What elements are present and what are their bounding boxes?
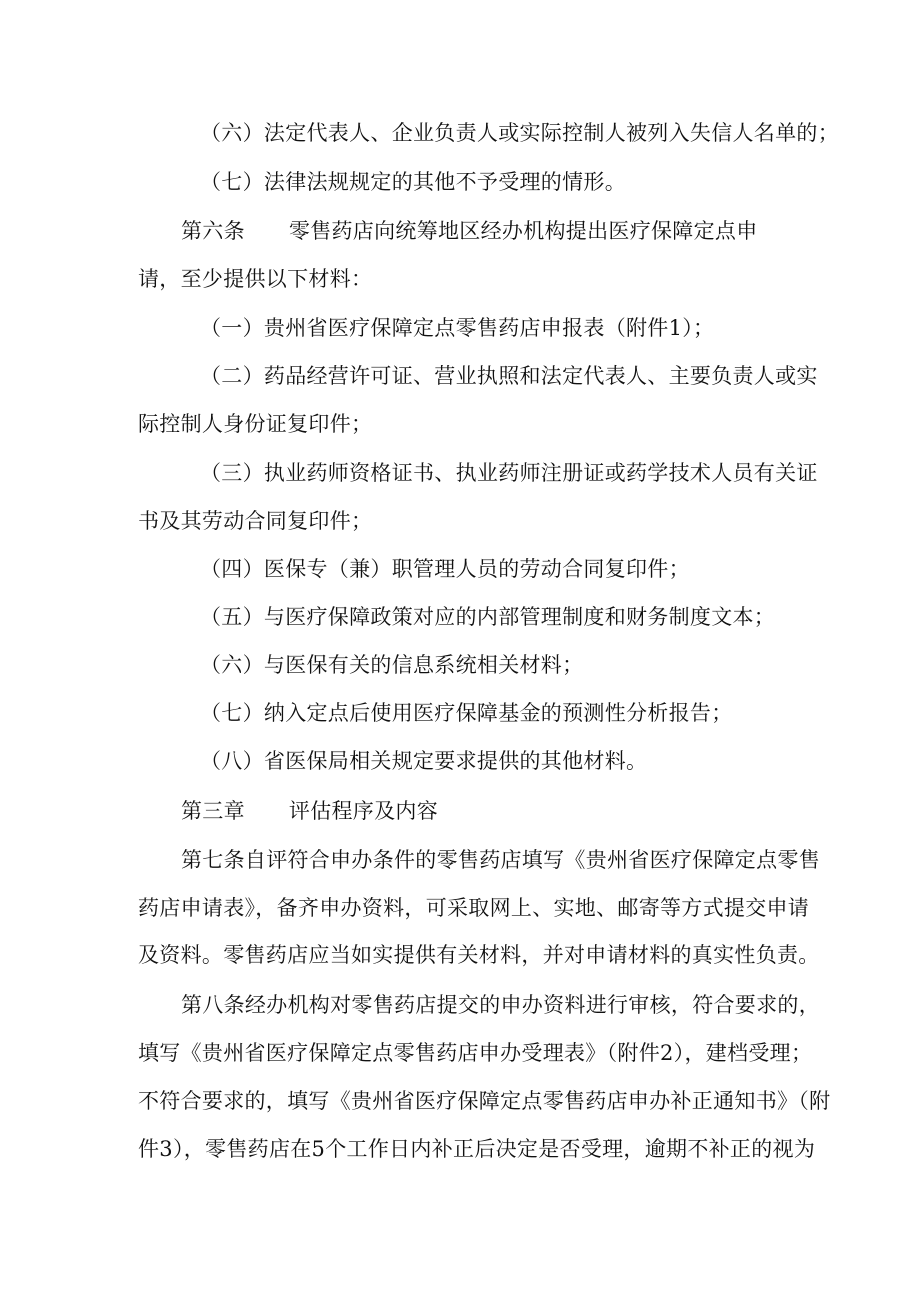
- list-item-continuation: 际控制人身份证复印件；: [138, 412, 373, 436]
- list-item: （八）省医保局相关规定要求提供的其他材料。: [200, 749, 648, 773]
- paragraph-line: （六）法定代表人、企业负责人或实际控制人被列入失信人名单的；: [200, 121, 839, 145]
- article-heading: [181, 217, 758, 245]
- list-item: （一）贵州省医疗保障定点零售药店申报表（附件1）；: [200, 316, 715, 340]
- list-item: （七）纳入定点后使用医疗保障基金的预测性分析报告；: [200, 701, 733, 725]
- paragraph-line: 第七条自评符合申办条件的零售药店填写《贵州省医疗保障定点零售: [181, 848, 820, 872]
- article-text: 零售药店向统筹地区经办机构提出医疗保障定点申: [288, 219, 758, 243]
- paragraph-line: 第八条经办机构对零售药店提交的申办资料进行审核，符合要求的，: [181, 993, 820, 1017]
- list-item: （五）与医疗保障政策对应的内部管理制度和财务制度文本；: [200, 605, 776, 629]
- paragraph-line: （七）法律法规规定的其他不予受理的情形。: [200, 170, 626, 194]
- list-item: （三）执业药师资格证书、执业药师注册证或药学技术人员有关证: [200, 461, 818, 485]
- article-label: 第六条: [181, 219, 245, 243]
- chapter-title: 评估程序及内容: [288, 799, 439, 823]
- list-item: （二）药品经营许可证、营业执照和法定代表人、主要负责人或实: [200, 364, 818, 388]
- chapter-label: 第三章: [181, 799, 245, 823]
- paragraph-line: 请，至少提供以下材料：: [138, 267, 373, 291]
- list-item: （六）与医保有关的信息系统相关材料；: [200, 653, 584, 677]
- list-item-continuation: 书及其劳动合同复印件；: [138, 509, 373, 533]
- paragraph-line: 填写《贵州省医疗保障定点零售药店申办受理表》（附件2），建档受理；: [138, 1041, 813, 1065]
- chapter-heading: [181, 797, 438, 825]
- paragraph-line: 件3），零售药店在5个工作日内补正后决定是否受理，逾期不补正的视为: [138, 1137, 816, 1161]
- paragraph-line: 及资料。零售药店应当如实提供有关材料，并对申请材料的真实性负责。: [138, 943, 820, 967]
- list-item: （四）医保专（兼）职管理人员的劳动合同复印件；: [200, 557, 690, 581]
- paragraph-line: 不符合要求的，填写《贵州省医疗保障定点零售药店申办补正通知书》（附: [138, 1089, 831, 1113]
- paragraph-line: 药店申请表》，备齐申办资料，可采取网上、实地、邮寄等方式提交申请: [138, 896, 810, 920]
